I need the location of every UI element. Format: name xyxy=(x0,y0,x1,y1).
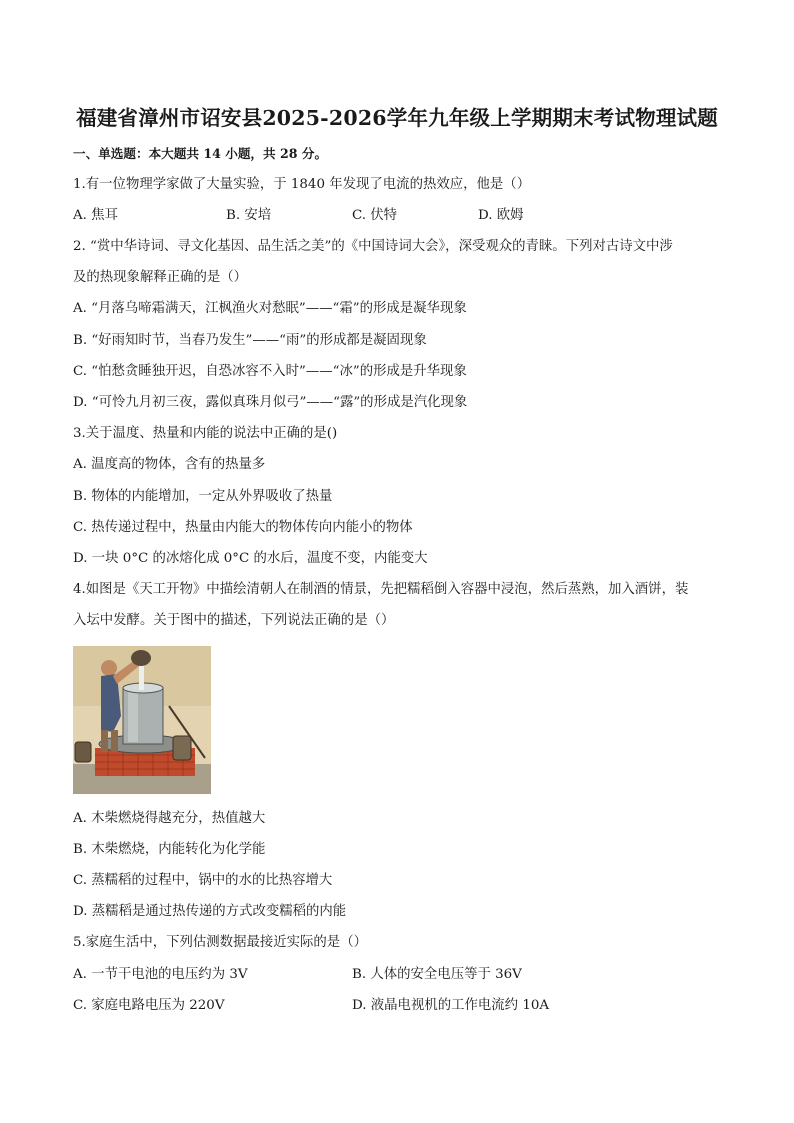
question-4-stem-line-1: 4.如图是《天工开物》中描绘清朝人在制酒的情景，先把糯稻倒入容器中浸泡，然后蒸熟，加入酒饼，装 xyxy=(73,582,689,597)
question-4-option-b: B. 木柴燃烧，内能转化为化学能 xyxy=(73,842,266,857)
question-1-option-b: B. 安培 xyxy=(226,208,272,223)
question-5-option-c: C. 家庭电路电压为 220V xyxy=(73,998,225,1013)
question-5-option-d: D. 液晶电视机的工作电流约 10A xyxy=(352,998,550,1013)
question-4-option-d: D. 蒸糯稻是通过热传递的方式改变糯稻的内能 xyxy=(73,904,347,919)
question-1-option-a: A. 焦耳 xyxy=(73,208,118,223)
question-1-option-c: C. 伏特 xyxy=(352,208,398,223)
question-2-stem-line-2: 及的热现象解释正确的是（） xyxy=(73,270,248,285)
question-4-option-a: A. 木柴燃烧得越充分，热值越大 xyxy=(73,811,266,826)
question-4-option-c: C. 蒸糯稻的过程中，锅中的水的比热容增大 xyxy=(73,873,333,888)
question-2-option-b: B. “好雨知时节，当春乃发生”——“雨”的形成都是凝固现象 xyxy=(73,333,427,348)
question-2-option-c: C. “怕愁贪睡独开迟，自恐冰容不入时”——“冰”的形成是升华现象 xyxy=(73,364,467,379)
question-5-stem: 5.家庭生活中，下列估测数据最接近实际的是（） xyxy=(73,935,367,950)
question-1-stem: 1.有一位物理学家做了大量实验，于 1840 年发现了电流的热效应，他是（） xyxy=(73,177,531,192)
section-heading: 一、单选题：本大题共 14 小题，共 28 分。 xyxy=(73,146,328,161)
question-2-option-d: D. “可怜九月初三夜，露似真珠月似弓”——“露”的形成是汽化现象 xyxy=(73,395,468,410)
question-2-stem-line-1: 2. “赏中华诗词、寻文化基因、品生活之美”的《中国诗词大会》，深受观众的青睐。下列对古诗文中涉 xyxy=(73,239,673,254)
question-4-stem-line-2: 入坛中发酵。关于图中的描述，下列说法正确的是（） xyxy=(73,613,395,628)
question-1-option-d: D. 欧姆 xyxy=(478,208,524,223)
question-3-stem: 3.关于温度、热量和内能的说法中正确的是() xyxy=(73,426,338,441)
winemaking-illustration xyxy=(73,646,211,794)
question-5-option-a: A. 一节干电池的电压约为 3V xyxy=(73,967,248,982)
question-3-option-b: B. 物体的内能增加，一定从外界吸收了热量 xyxy=(73,489,333,504)
exam-title: 福建省漳州市诏安县2025-2026学年九年级上学期期末考试物理试题 xyxy=(76,106,718,130)
question-5-option-b: B. 人体的安全电压等于 36V xyxy=(352,967,522,982)
question-3-option-d: D. 一块 0°C 的冰熔化成 0°C 的水后，温度不变，内能变大 xyxy=(73,551,428,566)
question-3-option-a: A. 温度高的物体，含有的热量多 xyxy=(73,457,266,472)
question-3-option-c: C. 热传递过程中，热量由内能大的物体传向内能小的物体 xyxy=(73,520,413,535)
question-2-option-a: A. “月落乌啼霜满天，江枫渔火对愁眠”——“霜”的形成是凝华现象 xyxy=(73,301,467,316)
